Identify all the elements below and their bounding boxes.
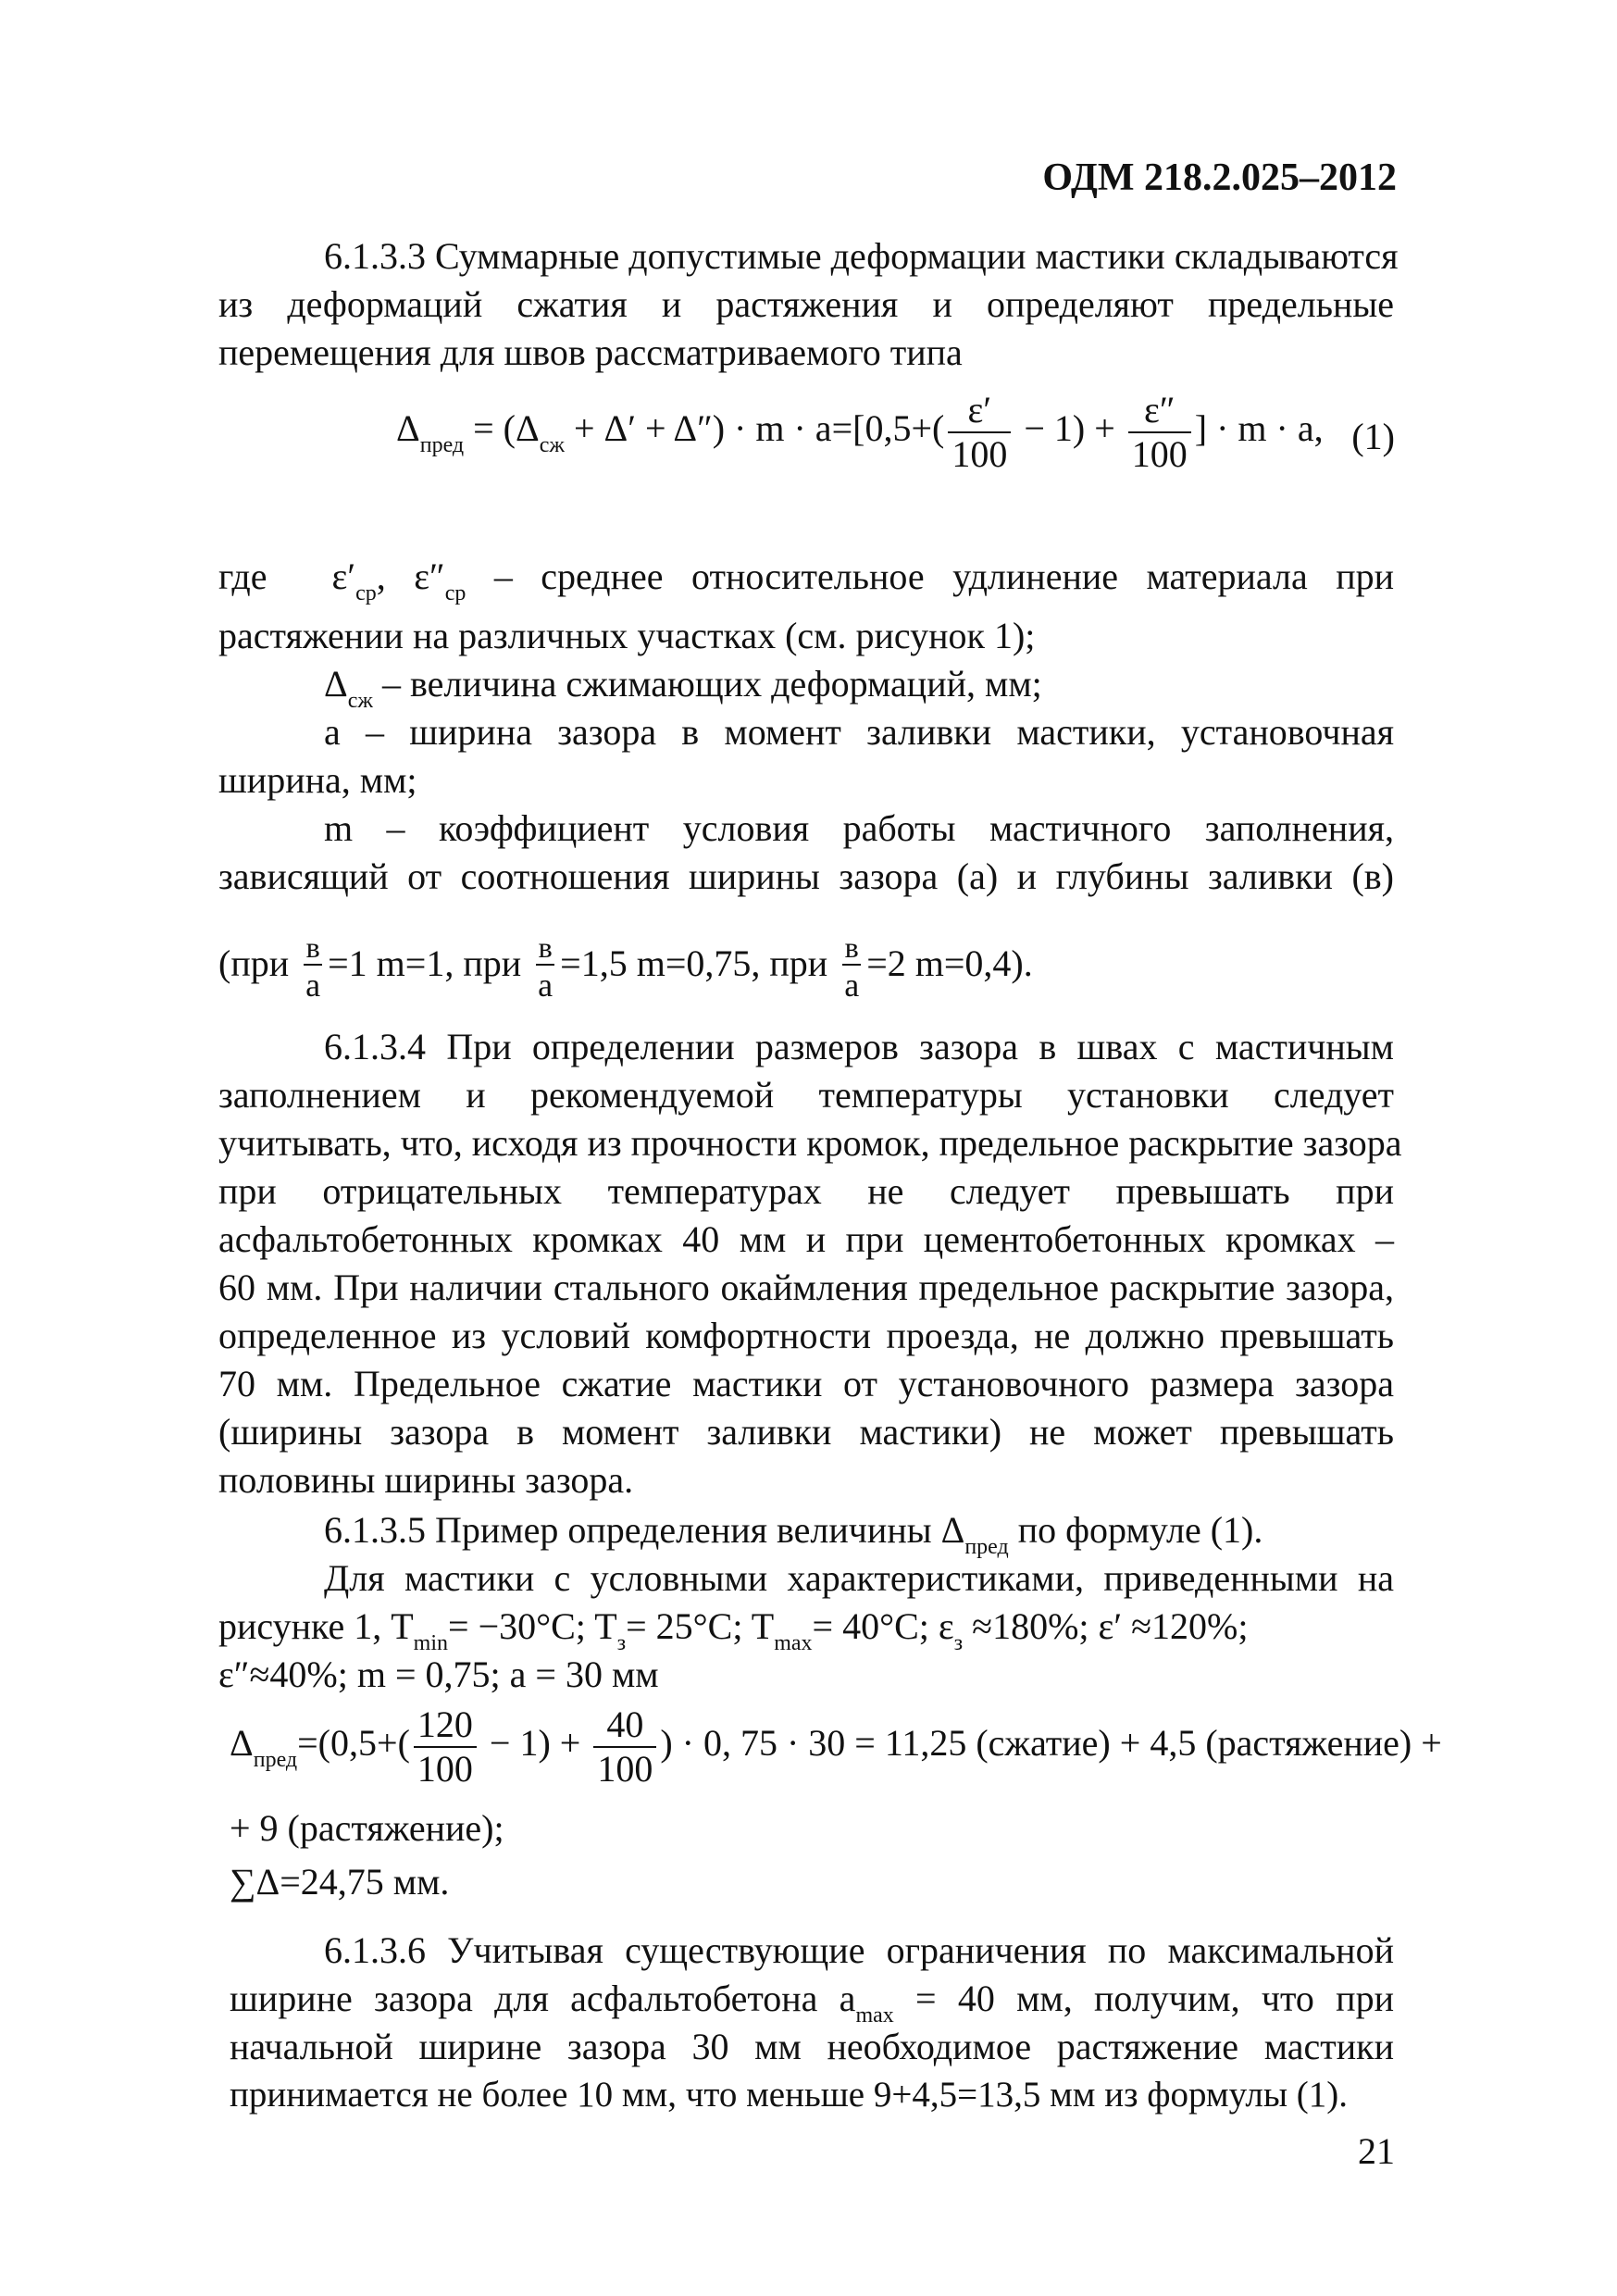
where-delta-line <box>324 661 1394 713</box>
formula-1-subscript: пред <box>419 433 465 458</box>
numerator: ε′ <box>948 389 1011 433</box>
paragraph-6134-line: 6.1.3.4 При определении размеров зазора в швах с мастичным <box>324 1026 1394 1067</box>
paragraph-text: = −30°C; T <box>448 1605 617 1647</box>
paragraph-text: по формуле (1). <box>1008 1509 1263 1551</box>
ratio-text: =1,5 m=0,75, при <box>560 942 838 985</box>
denominator: 100 <box>1131 433 1188 475</box>
formula-2-text: ) · 0, 75 · 30 = 11,25 (сжатие) + 4,5 (растяжение) + <box>660 1722 1442 1765</box>
paragraph-6134-line: учитывать, что, исходя из прочности кромок, предельное раскрытие зазора <box>218 1122 1402 1164</box>
paragraph-6133-line-1: 6.1.3.3 Суммарные допустимые деформации мастики складываются <box>324 235 1399 277</box>
paragraph-text: = 25°C; T <box>626 1605 775 1647</box>
subscript: ср <box>355 581 377 605</box>
numerator: в <box>304 930 322 966</box>
where-m-line-1: m – коэффициент условия работы мастичного заполнения, <box>324 807 1394 849</box>
formula-2-fraction <box>593 1703 656 1791</box>
paragraph-text: = 40°C; ε <box>812 1605 954 1647</box>
ratio-fraction <box>536 930 554 1004</box>
denominator: 100 <box>952 433 1008 475</box>
paragraph-6135-line-2: Для мастики с условными характеристиками, приведенными на <box>324 1557 1394 1599</box>
numerator: 120 <box>414 1703 477 1748</box>
paragraph-6134-line: асфальтобетонных кромках 40 мм и при цементобетонных кромках – <box>218 1218 1394 1260</box>
paragraph-text: ширине зазора для асфальтобетона a <box>230 1978 856 2019</box>
paragraph-6134-line: определенное из условий комфортности проезда, не должно превышать <box>218 1315 1394 1356</box>
denominator: а <box>305 967 321 1004</box>
ratio-fraction <box>842 930 861 1004</box>
formula-1-text: + Δ′ + Δ″) · m · a=[0,5+( <box>564 407 945 450</box>
denominator: а <box>538 967 554 1004</box>
formula-2-delta: Δ <box>230 1722 254 1765</box>
where-line-2: растяжении на различных участках (см. рисунок 1); <box>218 615 1036 656</box>
document-code-header: ОДМ 218.2.025–2012 <box>1042 156 1397 199</box>
page-number: 21 <box>1358 2130 1395 2172</box>
formula-2 <box>230 1703 1442 1791</box>
subscript: пред <box>964 1535 1009 1559</box>
where-a-line-2: ширина, мм; <box>218 759 417 801</box>
paragraph-6134-line: 70 мм. Предельное сжатие мастики от установочного размера зазора <box>218 1363 1394 1404</box>
where-a-line-1: a – ширина зазора в момент заливки мастики, установочная <box>324 711 1394 753</box>
paragraph-text: рисунке 1, T <box>218 1605 414 1647</box>
formula-1 <box>396 389 1324 476</box>
numerator: 40 <box>593 1703 656 1748</box>
paragraph-text: = 40 мм, получим, что при <box>893 1978 1394 2019</box>
formula-1-delta: Δ <box>396 407 420 450</box>
numerator: ε″ <box>1128 389 1191 433</box>
where-text: – величина сжимающих деформаций, мм; <box>372 663 1042 705</box>
paragraph-6136-line-3: начальной ширине зазора 30 мм необходимое растяжение мастики <box>230 2026 1394 2067</box>
formula-2-continuation: + 9 (растяжение); <box>230 1807 504 1849</box>
where-m-line-2: зависящий от соотношения ширины зазора (а) и глубины заливки (в) <box>218 855 1394 897</box>
ratio-line <box>218 930 1033 1004</box>
formula-1-fraction <box>948 389 1011 476</box>
denominator: 100 <box>597 1748 653 1790</box>
paragraph-text: ≈180%; ε′ ≈120%; <box>963 1605 1249 1647</box>
formula-2-text: =(0,5+( <box>297 1722 410 1765</box>
formula-2-fraction <box>414 1703 477 1791</box>
paragraph-6134-line: 60 мм. При наличии стального окаймления предельное раскрытие зазора, <box>218 1267 1394 1308</box>
paragraph-6134-line: заполнением и рекомендуемой температуры установки следует <box>218 1074 1394 1116</box>
denominator: 100 <box>417 1748 473 1790</box>
ratio-text: =2 m=0,4). <box>866 942 1033 985</box>
subscript: ср <box>444 581 466 605</box>
paragraph-6135-line-1 <box>324 1507 1394 1559</box>
epsilon-double-prime: ε″ <box>414 555 445 597</box>
equation-number: (1) <box>1351 416 1395 457</box>
subscript: пред <box>253 1748 298 1773</box>
paragraph-6133-line-3: перемещения для швов рассматриваемого типа <box>218 331 963 373</box>
paragraph-6136-line-1: 6.1.3.6 Учитывая существующие ограничения по максимальной <box>324 1929 1394 1971</box>
paragraph-6135-line-4: ε″≈40%; m = 0,75; a = 30 мм <box>218 1653 659 1695</box>
ratio-fraction <box>304 930 322 1004</box>
formula-2-text: − 1) + <box>479 1722 591 1765</box>
comma: , <box>376 555 386 597</box>
subscript: з <box>953 1631 964 1655</box>
ratio-text: (при <box>218 942 299 985</box>
formula-1-text: = (Δ <box>464 407 540 450</box>
formula-2-sum: ∑Δ=24,75 мм. <box>230 1861 450 1903</box>
paragraph-6136-line-4: принимается не более 10 мм, что меньше 9+4,5=13,5 мм из формулы (1). <box>230 2075 1349 2115</box>
ratio-text: =1 m=1, при <box>328 942 531 985</box>
subscript: min <box>413 1631 449 1655</box>
delta-symbol: Δ <box>324 663 348 705</box>
where-label: где <box>218 555 267 597</box>
formula-1-text: ] · m · a, <box>1194 407 1324 450</box>
subscript: max <box>774 1631 813 1655</box>
denominator: а <box>844 967 860 1004</box>
paragraph-6133-line-2: из деформаций сжатия и растяжения и определяют предельные <box>218 283 1394 325</box>
formula-1-fraction <box>1128 389 1191 476</box>
paragraph-text: 6.1.3.5 Пример определения величины Δ <box>324 1509 965 1551</box>
where-text: – среднее относительное удлинение материала при <box>466 555 1395 597</box>
epsilon-prime: ε′ <box>331 555 356 597</box>
paragraph-6134-line: половины ширины зазора. <box>218 1459 634 1501</box>
subscript: з <box>616 1631 627 1655</box>
paragraph-6134-line: (ширины зазора в момент заливки мастики) не может превышать <box>218 1411 1394 1453</box>
formula-1-subscript: сж <box>539 433 565 458</box>
paragraph-6134-line: при отрицательных температурах не следует превышать при <box>218 1170 1394 1212</box>
numerator: в <box>536 930 554 966</box>
where-line-1 <box>218 554 1394 605</box>
paragraph-6136-line-2 <box>230 1976 1394 2028</box>
subscript: max <box>855 2003 894 2028</box>
numerator: в <box>842 930 861 966</box>
subscript: сж <box>347 689 373 713</box>
formula-1-text: − 1) + <box>1014 407 1125 450</box>
paragraph-6135-line-3 <box>218 1603 1394 1655</box>
